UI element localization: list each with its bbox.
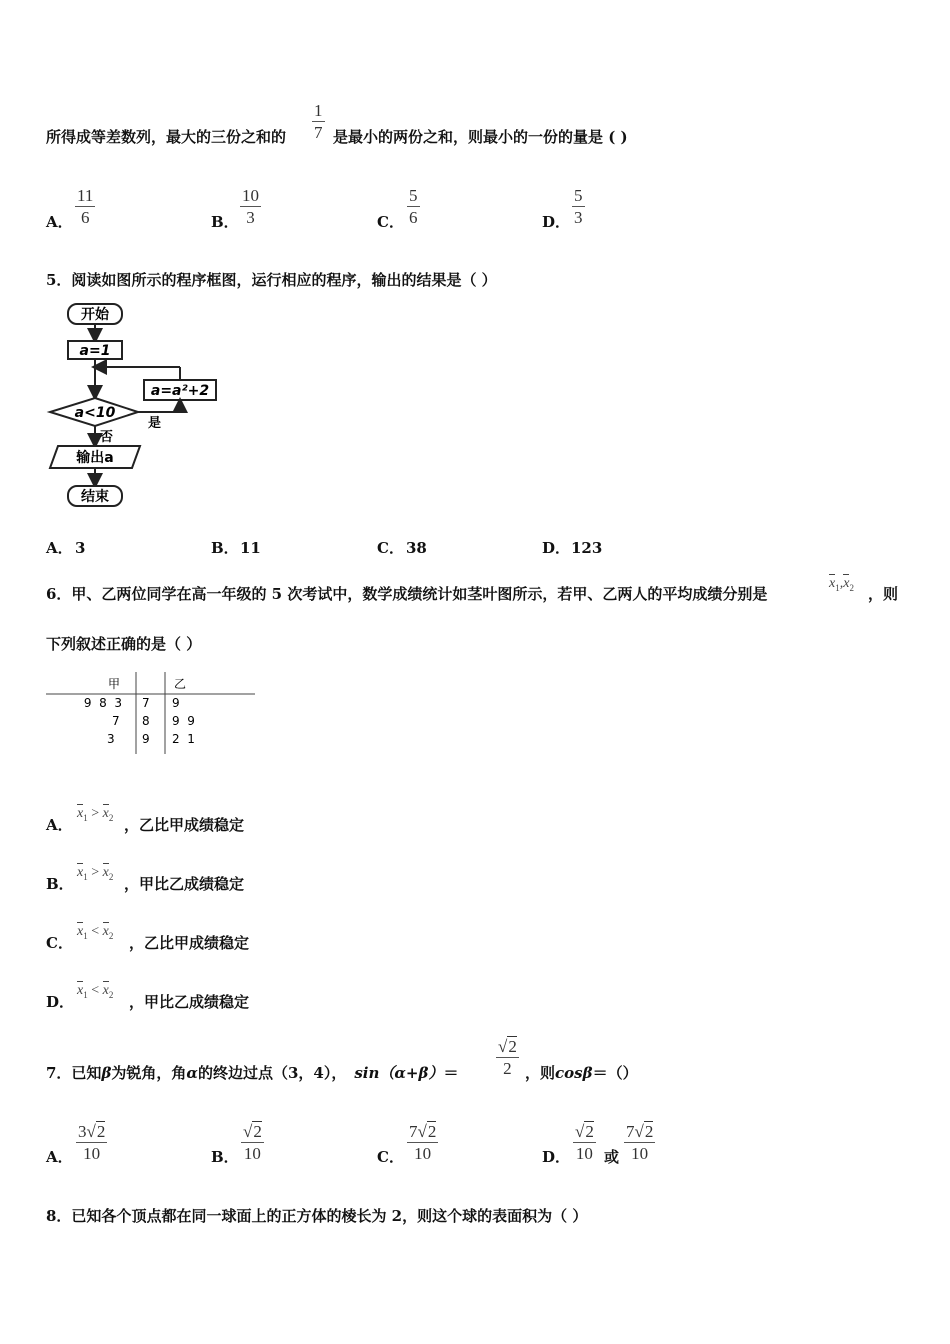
stemleaf-row3-right: 2 1 (172, 732, 195, 746)
q4-option-b-label: B． (211, 213, 239, 231)
frac-rad: 2 (96, 1122, 106, 1141)
frac-coef: 3 (78, 1122, 87, 1141)
q7-sin-fraction: √2 2 (498, 1037, 517, 1078)
q5-option-d-label: D． (542, 539, 571, 557)
flow-end-text: 结束 (81, 489, 109, 505)
stemleaf-row1-stem: 7 (142, 696, 150, 710)
frac-rad: 2 (508, 1037, 517, 1056)
q5-option-a-label: A． (46, 539, 73, 557)
q7-option-d-fraction-2: 7√2 10 (626, 1122, 654, 1163)
q4-fraction (312, 101, 325, 144)
q5-option-d-value: 123 (571, 539, 603, 557)
frac-rad: 2 (427, 1122, 437, 1141)
q6-stem-leaf-plot (44, 672, 258, 756)
stemleaf-row2-right: 9 9 (172, 714, 195, 728)
frac-den: 3 (574, 208, 583, 227)
frac-rad: 2 (644, 1122, 654, 1141)
x1-symbol: x (77, 806, 84, 821)
q4-option-a-fraction (75, 186, 95, 229)
frac-rad: 2 (585, 1122, 594, 1141)
q8-question: 8．已知各个顶点都在同一球面上的正方体的棱长为 2，则这个球的表面积为（ ） (46, 1207, 588, 1225)
q6-option-d-label: D． (46, 993, 75, 1011)
x1-sub: 1 (83, 812, 88, 823)
q7-tail2: ＝（） (592, 1064, 638, 1082)
q4-option-b-fraction (240, 186, 261, 229)
stemleaf-row3-stem: 9 (142, 732, 150, 746)
stemleaf-left-header: 甲 (108, 677, 121, 691)
frac-den: 10 (414, 1144, 432, 1163)
q5-option-b-label: B． (211, 539, 239, 557)
flow-output-text: 输出a (76, 450, 114, 466)
x2-sub: 2 (108, 812, 114, 823)
q6-means: $x_1,x_2$ (829, 576, 854, 593)
flow-no-label: 否 (100, 430, 114, 445)
frac-den: 10 (631, 1144, 649, 1163)
q7-tail-text: ，则 (525, 1064, 556, 1082)
x2-symbol: x (102, 806, 109, 821)
q5-flowchart (44, 300, 224, 515)
frac-den: 2 (503, 1059, 512, 1078)
q6-option-a-relation (77, 806, 113, 823)
q7-sin-expr: sin（α+β） (354, 1064, 444, 1082)
q4-option-d-label: D． (542, 213, 571, 231)
frac-den: 7 (314, 123, 323, 142)
flow-init-text: a=1 (79, 343, 111, 359)
q4-option-a-label: A． (46, 213, 73, 231)
frac-num: 5 (574, 186, 583, 205)
relation-sign: > (91, 806, 100, 821)
frac-num: 5 (409, 186, 418, 205)
q5-question: 5．阅读如图所示的程序框图，运行相应的程序，输出的结果是（ ） (46, 271, 497, 289)
q4-option-c-label: C． (377, 213, 404, 231)
q6-option-c-text: ，乙比甲成绩稳定 (129, 934, 250, 952)
frac-rad: 2 (253, 1122, 262, 1141)
x1-sub: 1 (835, 582, 840, 593)
frac-num: 11 (77, 186, 94, 205)
stemleaf-row2-left: 7 (112, 714, 120, 728)
x1-sub: 1 (83, 989, 88, 1000)
q6-option-b-relation (77, 865, 113, 882)
frac-coef: 7 (626, 1122, 635, 1141)
frac-den: 3 (246, 208, 255, 227)
q7-option-d-or: 或 (604, 1148, 620, 1166)
x2-symbol: x (102, 924, 109, 939)
q7-option-d-label: D． (542, 1148, 571, 1166)
q6-option-a-text: ，乙比甲成绩稳定 (124, 816, 245, 834)
stemleaf-row1-left: 9 8 3 (83, 696, 122, 710)
x2-sub: 2 (108, 871, 114, 882)
q7-alpha: α (186, 1064, 198, 1082)
q7-option-b-fraction: √2 10 (243, 1122, 262, 1163)
q7-option-d-fraction-1: √2 10 (575, 1122, 594, 1163)
q7-option-c-label: C． (377, 1148, 404, 1166)
x2-symbol: x (102, 983, 109, 998)
q5-option-b-value: 11 (240, 539, 261, 557)
frac-num: 10 (242, 186, 259, 205)
relation-sign: > (91, 865, 100, 880)
x2-symbol: x (843, 576, 850, 591)
q4-line-text: 所得成等差数列，最大的三份之和的 (46, 128, 287, 146)
q6-option-b-label: B． (46, 875, 74, 893)
q6-option-c-relation (77, 924, 113, 941)
x2-symbol: x (102, 865, 109, 880)
stemleaf-row3-left: 3 (107, 732, 115, 746)
frac-den: 10 (83, 1144, 101, 1163)
q7-mid2: 的终边过点（3，4）， (197, 1064, 347, 1082)
x2-sub: 2 (108, 989, 114, 1000)
x2-sub: 2 (849, 582, 854, 593)
q5-option-c-label: C． (377, 539, 404, 557)
q6-line1: 6．甲、乙两位同学在高一年级的 5 次考试中，数学成绩统计如茎叶图所示，若甲、乙两人的平均成绩分别是 (46, 585, 768, 603)
x1-symbol: x (77, 924, 84, 939)
frac-den: 6 (80, 208, 90, 227)
q7-prefix: 7．已知 (46, 1064, 102, 1082)
q6-line2: 下列叙述正确的是（ ） (46, 635, 202, 653)
q5-option-a-value: 3 (75, 539, 86, 557)
frac-den: 6 (409, 208, 418, 227)
x1-symbol: x (77, 865, 84, 880)
flow-yes-label: 是 (148, 416, 162, 431)
x1-symbol: x (829, 576, 836, 591)
x1-sub: 1 (83, 871, 88, 882)
x1-symbol: x (77, 983, 84, 998)
relation-sign: < (91, 924, 100, 939)
frac-num: 1 (314, 101, 323, 120)
q7-tail (525, 1063, 638, 1083)
q6-line1-tail: ，则 (868, 585, 899, 603)
frac-den: 10 (575, 1144, 593, 1163)
flow-start-text: 开始 (81, 307, 109, 323)
relation-sign: < (91, 983, 100, 998)
flow-loop-text: a=a²+2 (150, 383, 210, 399)
frac-den: 10 (243, 1144, 261, 1163)
q4-line-tail: 是最小的两份之和，则最小的一份的量是 ( ) (333, 128, 628, 146)
q6-option-a-label: A． (46, 816, 73, 834)
q7-mid1: 为锐角，角 (111, 1064, 187, 1082)
q7-question (46, 1063, 458, 1083)
flow-condition-text: a<10 (74, 405, 116, 421)
q7-option-b-label: B． (211, 1148, 239, 1166)
frac-coef: 7 (409, 1122, 418, 1141)
q7-eq: ＝ (443, 1064, 459, 1082)
x1-sub: 1 (83, 930, 88, 941)
q7-option-c-fraction: 7√2 10 (409, 1122, 437, 1163)
q5-option-c-value: 38 (406, 539, 427, 557)
x2-sub: 2 (108, 930, 114, 941)
stemleaf-row2-stem: 8 (142, 714, 150, 728)
q6-option-b-text: ，甲比乙成绩稳定 (124, 875, 245, 893)
stemleaf-right-header: 乙 (174, 677, 187, 691)
q4-option-c-fraction (407, 186, 420, 229)
q4-option-d-fraction (572, 186, 585, 229)
stemleaf-row1-right: 9 (172, 696, 180, 710)
q6-option-c-label: C． (46, 934, 73, 952)
q6-option-d-relation (77, 983, 113, 1000)
q7-option-a-fraction: 3√2 10 (78, 1122, 106, 1163)
q6-option-d-text: ，甲比乙成绩稳定 (129, 993, 250, 1011)
q7-cos-expr: cosβ (555, 1064, 593, 1082)
q7-option-a-label: A． (46, 1148, 73, 1166)
q7-beta: β (101, 1064, 112, 1082)
